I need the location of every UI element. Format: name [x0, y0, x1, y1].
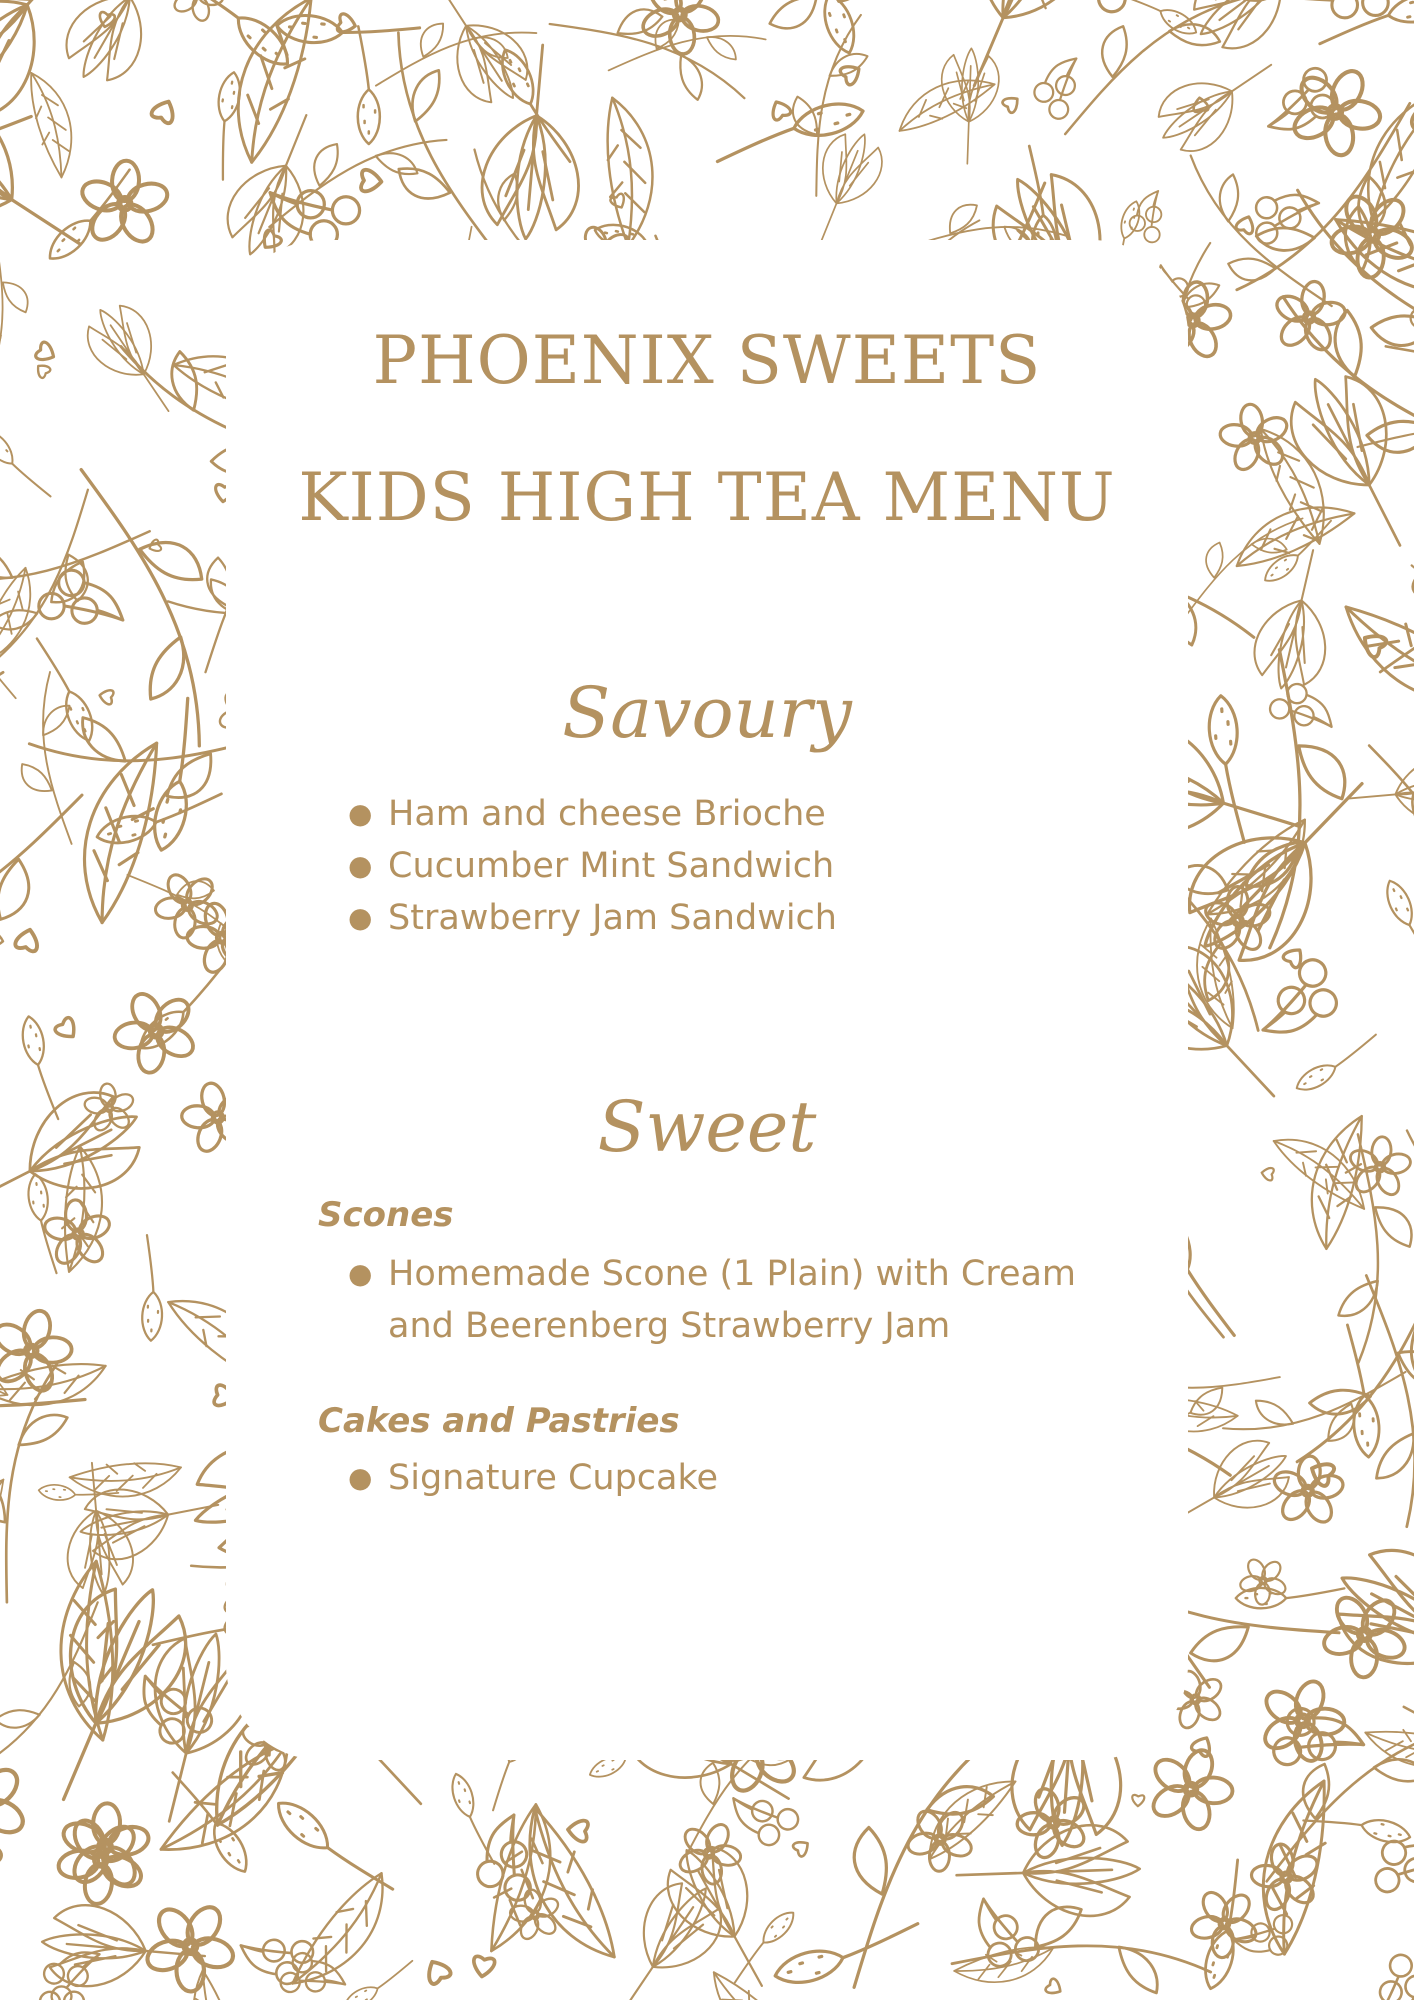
heart-motif-icon	[1132, 1795, 1145, 1807]
heart-motif-icon	[98, 688, 114, 704]
leaf-motif-icon	[1389, 766, 1414, 899]
berry-motif-icon	[956, 1897, 1046, 1982]
stem-motif-icon	[1259, 1242, 1414, 1462]
flower-motif-icon	[1230, 1548, 1297, 1614]
list-item	[348, 1248, 1076, 1300]
heart-motif-icon	[0, 932, 4, 948]
menu-card	[226, 240, 1188, 1760]
bullet-icon: ●	[348, 901, 373, 934]
heart-motif-icon	[768, 98, 792, 121]
leaf-motif-icon	[0, 567, 54, 674]
cakes-list	[348, 1452, 718, 1504]
heart-motif-icon	[472, 1956, 496, 1978]
berry-motif-icon	[1031, 54, 1078, 120]
stem-motif-icon	[0, 490, 129, 669]
heart-motif-icon	[150, 97, 178, 124]
heart-motif-icon	[1045, 1978, 1065, 1998]
heart-motif-icon	[147, 539, 161, 554]
savoury-list	[348, 788, 837, 944]
bud-motif-icon	[655, 0, 731, 5]
berry-motif-icon	[1127, 191, 1163, 244]
bigflower-motif-icon	[1247, 542, 1347, 696]
list-item	[348, 892, 837, 944]
leaf-motif-icon	[30, 70, 74, 179]
leaf-motif-icon	[189, 1968, 240, 2000]
stem-motif-icon	[0, 0, 31, 281]
leaf-motif-icon	[891, 72, 1000, 132]
bud-motif-icon	[19, 1015, 59, 1123]
heart-motif-icon	[35, 341, 58, 365]
berry-motif-icon	[727, 1796, 800, 1849]
sweet-heading: Sweet	[597, 1086, 817, 1168]
berry-motif-icon	[1239, 172, 1320, 251]
bigflower-motif-icon	[52, 0, 187, 95]
menu-title-line-1: PHOENIX SWEETS	[372, 322, 1042, 399]
berry-motif-icon	[1407, 290, 1414, 348]
stem-motif-icon	[376, 0, 536, 138]
flower-motif-icon	[160, 0, 234, 32]
menu-title-line-2: KIDS HIGH TEA MENU	[298, 459, 1116, 536]
bud-motif-icon	[1381, 877, 1414, 980]
heart-motif-icon	[567, 1819, 589, 1842]
bud-motif-icon	[0, 425, 51, 507]
heart-motif-icon	[361, 170, 382, 193]
flower-motif-icon	[0, 1815, 9, 1891]
bigflower-motif-icon	[939, 47, 1000, 164]
berry-motif-icon	[276, 1947, 345, 1998]
leaf-motif-icon	[910, 1770, 1028, 1860]
stem-motif-icon	[550, 0, 745, 161]
stem-motif-icon	[1065, 0, 1245, 151]
scones-list	[348, 1248, 1076, 1352]
stem-motif-icon	[1400, 566, 1414, 760]
stem-motif-icon	[0, 445, 150, 661]
heart-motif-icon	[34, 361, 52, 379]
bigflower-motif-icon	[1345, 755, 1414, 831]
bullet-icon: ●	[348, 1257, 373, 1290]
heart-motif-icon	[1261, 1167, 1275, 1181]
item-text: Cucumber Mint Sandwich	[388, 846, 835, 886]
leaf-motif-icon	[845, 0, 910, 3]
bud-motif-icon	[1220, 0, 1331, 20]
bud-motif-icon	[141, 1235, 166, 1341]
flower-motif-icon	[1146, 1744, 1234, 1834]
flower-motif-icon	[41, 1801, 161, 1920]
list-item	[348, 788, 837, 840]
item-text: Homemade Scone (1 Plain) with Cream	[388, 1254, 1077, 1294]
bud-motif-icon	[1369, 733, 1414, 847]
berry-motif-icon	[1261, 953, 1352, 1056]
bud-motif-icon	[341, 1960, 420, 2000]
flower-motif-icon	[0, 1751, 33, 1859]
list-item-continuation	[348, 1300, 1076, 1352]
scones-subheading: Scones	[318, 1195, 454, 1235]
leaf-motif-icon	[43, 1146, 120, 1276]
bigflower-motif-icon	[794, 123, 892, 253]
stem-motif-icon	[1407, 1118, 1414, 1289]
stem-motif-icon	[0, 1188, 8, 1399]
bullet-icon: ●	[348, 797, 373, 830]
berry-motif-icon	[1268, 681, 1336, 729]
bud-motif-icon	[772, 1923, 925, 1990]
bud-motif-icon	[26, 1173, 57, 1275]
heart-motif-icon	[14, 927, 40, 952]
flower-motif-icon	[149, 868, 225, 943]
stem-motif-icon	[662, 0, 895, 88]
heart-motif-icon	[54, 1016, 81, 1043]
bullet-icon: ●	[348, 849, 373, 882]
bigflower-motif-icon	[1178, 0, 1348, 65]
bud-motif-icon	[173, 0, 297, 74]
flower-motif-icon	[501, 1881, 570, 1949]
cakes-subheading: Cakes and Pastries	[318, 1401, 680, 1441]
item-text: and Beerenberg Strawberry Jam	[388, 1306, 951, 1346]
list-item	[348, 840, 837, 892]
item-text: Ham and cheese Brioche	[388, 794, 826, 834]
flower-motif-icon	[1396, 521, 1414, 622]
savoury-heading: Savoury	[562, 672, 852, 754]
flower-motif-icon	[96, 972, 215, 1091]
bud-motif-icon	[1292, 1034, 1384, 1096]
heart-motif-icon	[1002, 93, 1023, 114]
bigflower-motif-icon	[955, 1824, 1141, 1921]
leaf-motif-icon	[1232, 1772, 1359, 1955]
item-text: Strawberry Jam Sandwich	[388, 898, 837, 938]
stem-motif-icon	[0, 229, 71, 393]
list-item	[348, 1452, 718, 1504]
heart-motif-icon	[792, 1837, 812, 1857]
heart-motif-icon	[423, 1957, 452, 1986]
bigflower-motif-icon	[1274, 358, 1414, 566]
leaf-motif-icon	[68, 1453, 181, 1504]
item-text: Signature Cupcake	[388, 1458, 719, 1498]
berry-motif-icon	[1374, 1952, 1414, 2000]
bud-motif-icon	[147, 698, 215, 854]
leaf-motif-icon	[1228, 499, 1360, 568]
bullet-icon: ●	[348, 1461, 373, 1494]
flower-motif-icon	[70, 149, 178, 259]
leaf-motif-icon	[0, 1360, 106, 1407]
bud-motif-icon	[204, 70, 244, 179]
bigflower-motif-icon	[1145, 38, 1289, 164]
flower-motif-icon	[1186, 1886, 1262, 1961]
flower-motif-icon	[1257, 265, 1361, 369]
flower-motif-icon	[127, 1883, 254, 2000]
